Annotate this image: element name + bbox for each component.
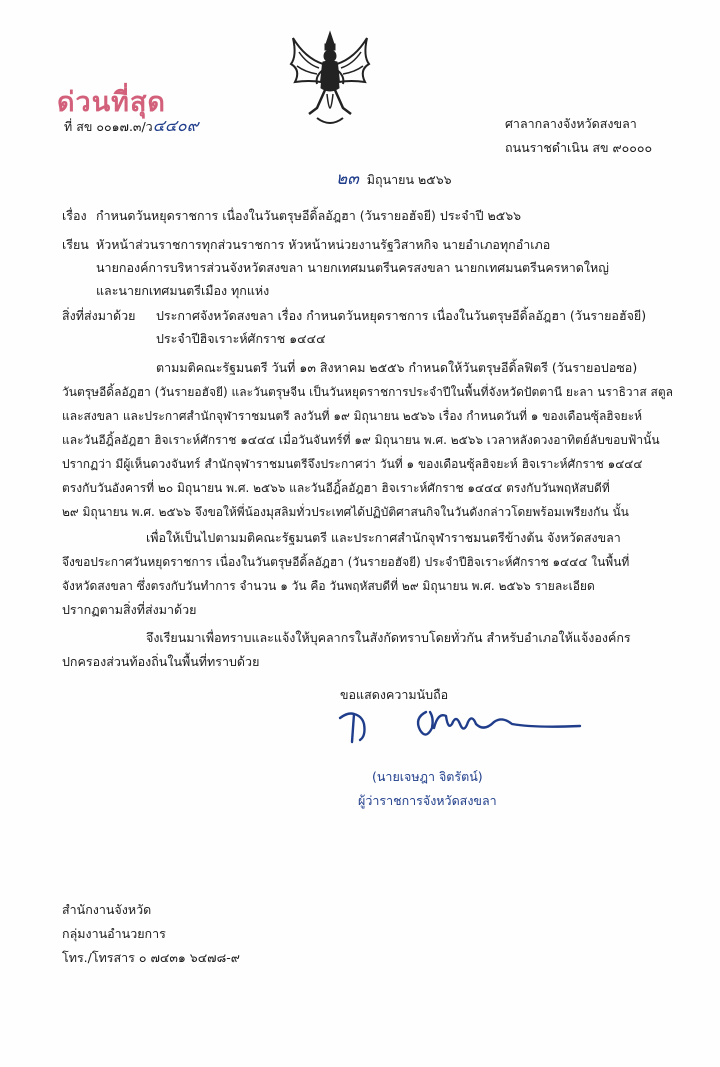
enclosure-line2: ประจำปีฮิจเราะห์ศักราช ๑๔๔๔ <box>156 331 326 346</box>
body-paragraph-2-line: ปรากฏตามสิ่งที่ส่งมาด้วย <box>62 602 197 617</box>
sender-address-line1: ศาลากลางจังหวัดสงขลา <box>505 116 637 131</box>
body-paragraph-1-line: และสงขลา และประกาศสำนักจุฬาราชมนตรี ลงวันที่ ๑๙ มิถุนายน ๒๕๖๖ เรื่อง กำหนดวันที่ ๑ ของเดือนซุ้ลฮิจยะห์ <box>62 409 643 423</box>
body-paragraph-1-line: และวันอีฎิ้ลอัฎฮา ฮิจเราะห์ศักราช ๑๔๔๔ เมื่อวันจันทร์ที่ ๑๙ มิถุนายน พ.ศ. ๒๕๖๖ เวลาหลังดวงอาทิตย์ลับขอบฟ้านั้น <box>62 433 660 447</box>
enclosure-label: สิ่งที่ส่งมาด้วย <box>62 308 136 323</box>
body-paragraph-2-line: จึงขอประกาศวันหยุดราชการ เนื่องในวันตรุษอีดิ้ลอัฎฮา (วันรายอฮัจยี) ประจำปีฮิจเราะห์ศักราช ๑๔๔๔ ในพื้นที่ <box>62 555 630 569</box>
sender-address-line2: ถนนราชดำเนิน สข ๙๐๐๐๐ <box>505 140 653 155</box>
body-paragraph-1-line: ตามมติคณะรัฐมนตรี วันที่ ๑๓ สิงหาคม ๒๕๕๖ กำหนดให้วันตรุษอีดิ้ลฟิตรี (วันรายอปอซอ) <box>156 360 638 375</box>
body-paragraph-1-line: ตรงกับวันอังคารที่ ๒๐ มิถุนายน พ.ศ. ๒๕๖๖ และวันอีฎิ้ลอัฎฮา ฮิจเราะห์ศักราช ๑๔๔๔ ตรงกับวันพฤหัสบดีที่ <box>62 481 610 495</box>
date-month-year: มิถุนายน ๒๕๖๖ <box>366 172 452 187</box>
body-paragraph-1-line: ๒๙ มิถุนายน พ.ศ. ๒๕๖๖ จึงขอให้พี่น้องมุสลิมทั่วประเทศได้ปฏิบัติศาสนกิจในวันดังกล่าวโดยพร้อมเพรียงกัน นั้น <box>62 505 629 519</box>
body-paragraph-2-line: เพื่อให้เป็นไปตามมติคณะรัฐมนตรี และประกาศสำนักจุฬาราชมนตรีข้างต้น จังหวัดสงขลา <box>146 530 621 545</box>
body-paragraph-1-line: วันตรุษอีดิ้ลอัฎฮา (วันรายอฮัจยี) และวันตรุษจีน เป็นวันหยุดราชการประจำปีในพื้นที่จังหวัดปัตตานี ยะลา นราธิวาส สตูล <box>62 385 674 399</box>
document-number-handwritten: ๔๔๐๙ <box>152 116 199 135</box>
letter-date <box>336 171 452 188</box>
body-paragraph-3-line: จึงเรียนมาเพื่อทราบและแจ้งให้บุคลากรในสังกัดทราบโดยทั่วกัน สำหรับอำเภอให้แจ้งองค์กร <box>146 630 631 645</box>
date-day-handwritten: ๒๓ <box>336 169 359 189</box>
recipient-line2: นายกองค์การบริหารส่วนจังหวัดสงขลา นายกเทศมนตรีนครสงขลา นายกเทศมนตรีนครหาดใหญ่ <box>96 260 609 275</box>
garuda-emblem-icon <box>287 30 373 130</box>
urgent-stamp: ด่วนที่สุด <box>57 87 166 118</box>
signature-icon <box>334 700 584 750</box>
office-phone: โทร./โทรสาร ๐ ๗๔๓๑ ๖๔๗๘-๙ <box>62 950 240 965</box>
enclosure-line1: ประกาศจังหวัดสงขลา เรื่อง กำหนดวันหยุดราชการ เนื่องในวันตรุษอีดิ้ลอัฎฮา (วันรายอฮัจยี) <box>156 308 647 323</box>
closing-text: ขอแสดงความนับถือ <box>340 687 449 702</box>
document-number <box>64 118 198 134</box>
signer-position: ผู้ว่าราชการจังหวัดสงขลา <box>358 793 497 808</box>
recipient-line1: หัวหน้าส่วนราชการทุกส่วนราชการ หัวหน้าหน่วยงานรัฐวิสาหกิจ นายอำเภอทุกอำเภอ <box>96 237 551 252</box>
body-paragraph-3-line: ปกครองส่วนท้องถิ่นในพื้นที่ทราบด้วย <box>62 654 260 669</box>
subject-text: กำหนดวันหยุดราชการ เนื่องในวันตรุษอีดิ้ลอัฎฮา (วันรายอฮัจยี) ประจำปี ๒๕๖๖ <box>96 208 522 223</box>
recipient-label: เรียน <box>62 237 89 252</box>
office-division: กลุ่มงานอำนวยการ <box>62 926 166 941</box>
body-paragraph-1-line: ปรากฏว่า มีผู้เห็นดวงจันทร์ สำนักจุฬาราชมนตรีจึงประกาศว่า วันที่ ๑ ของเดือนซุ้ลฮิจยะห์ ฮิจเราะห์ศักราช ๑๔๔๔ <box>62 457 643 471</box>
signer-name: (นายเจษฎา จิตรัตน์) <box>372 769 483 784</box>
recipient-line3: และนายกเทศมนตรีเมือง ทุกแห่ง <box>96 283 270 298</box>
body-paragraph-2-line: จังหวัดสงขลา ซึ่งตรงกับวันทำการ จำนวน ๑ วัน คือ วันพฤหัสบดีที่ ๒๙ มิถุนายน พ.ศ. ๒๕๖๖ รายละเอียด <box>62 579 595 593</box>
document-number-prefix: ที่ สข ๐๐๑๗.๓/ว <box>64 119 153 134</box>
office-name: สำนักงานจังหวัด <box>62 902 152 917</box>
subject-label: เรื่อง <box>62 208 87 223</box>
